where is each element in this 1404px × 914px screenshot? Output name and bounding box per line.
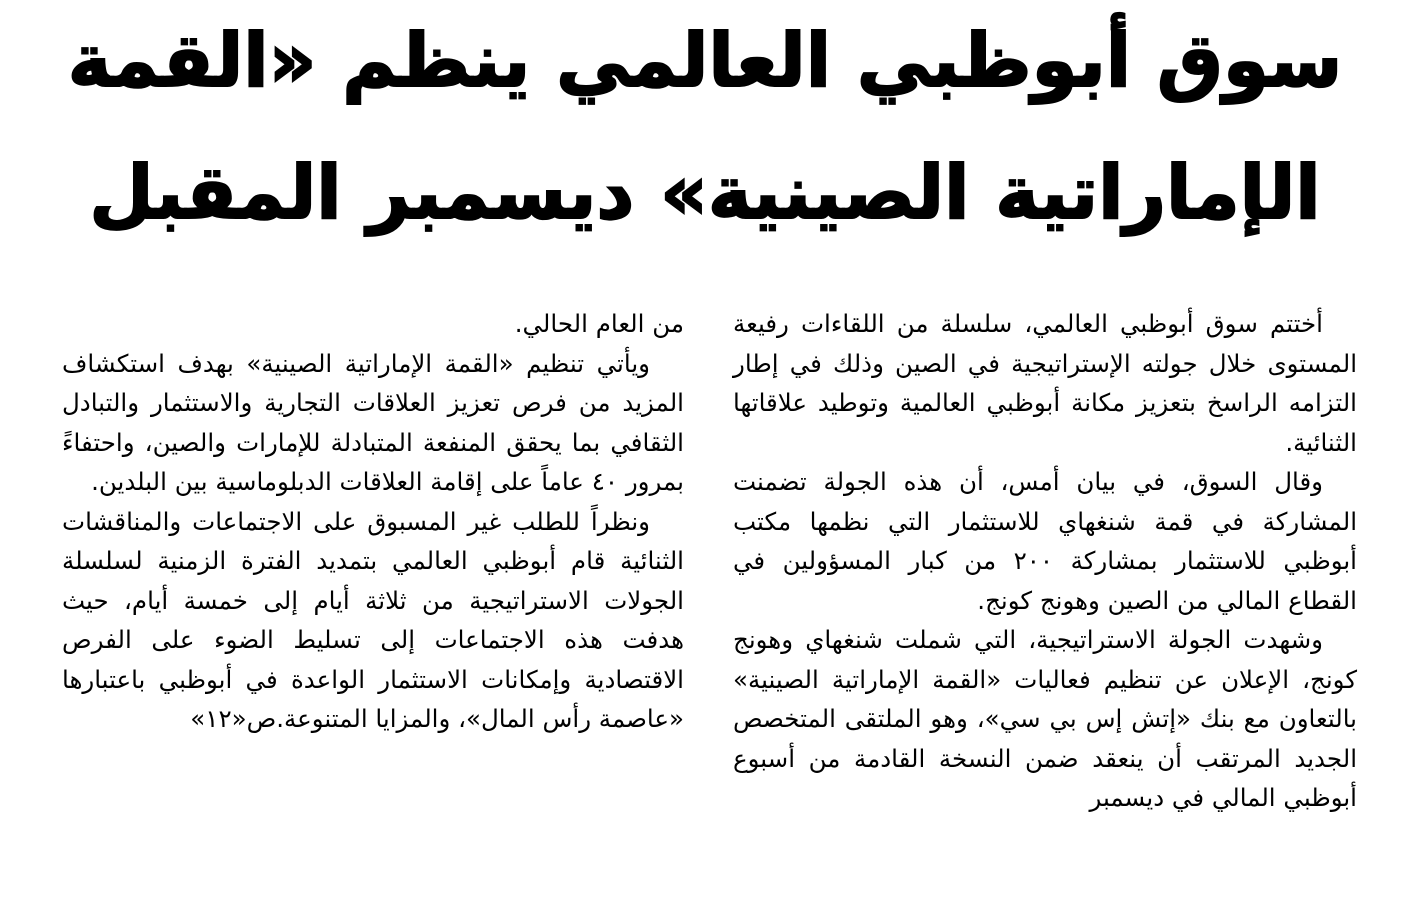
headline-line-1: سوق أبوظبي العالمي ينظم «القمة [67,18,1343,104]
headline-line-2: الإماراتية الصينية» ديسمبر المقبل [89,150,1321,236]
paragraph-1: أختتم سوق أبوظبي العالمي، سلسلة من اللقاءات رفيعة المستوى خلال جولته الإستراتيجية في الصين وذلك في إطار التزامه الراسخ بتعزيز مكانة أبوظبي العالمية وتوطيد علاقاتها الثنائية. [733,309,1357,457]
paragraph-5: ونظراً للطلب غير المسبوق على الاجتماعات والمناقشات الثنائية قام أبوظبي العالمي بتمديد الفترة الزمنية لسلسلة الجولات الاستراتيجية من ثلاثة أيام إلى خمسة أيام، حيث هدفت هذه الاجتماعات إلى تسليط الضوء على الفرص الاقتصادية وإمكانات الاستثمار الواعدة في أبوظبي باعتبارها «عاصمة رأس المال»، والمزايا المتنوعة.ص«١٢» [62,506,684,733]
article-column-left [62,304,684,739]
paragraph-3-continuation: من العام الحالي. [514,309,684,338]
paragraph-3: وشهدت الجولة الاستراتيجية، التي شملت شنغهاي وهونج كونج، الإعلان عن تنظيم فعاليات «القمة الإماراتية الصينية» بالتعاون مع بنك «إتش إس بي سي»، وهو الملتقى المتخصص الجديد المرتقب أن ينعقد ضمن النسخة القادمة من أسبوع أبوظبي المالي في ديسمبر [733,625,1357,812]
paragraph-4: ويأتي تنظيم «القمة الإماراتية الصينية» بهدف استكشاف المزيد من فرص تعزيز العلاقات التجارية والاستثمار والتبادل الثقافي بما يحقق المنفعة المتبادلة للإمارات والصين، واحتفاءً بمرور ٤٠ عاماً على إقامة العلاقات الدبلوماسية بين البلدين. [62,348,684,496]
paragraph-2: وقال السوق، في بيان أمس، أن هذه الجولة تضمنت المشاركة في قمة شنغهاي للاستثمار التي نظمها مكتب أبوظبي للاستثمار بمشاركة ٢٠٠ من كبار المسؤولين في القطاع المالي من الصين وهونج كونج. [733,467,1357,615]
article-column-right [733,304,1357,818]
